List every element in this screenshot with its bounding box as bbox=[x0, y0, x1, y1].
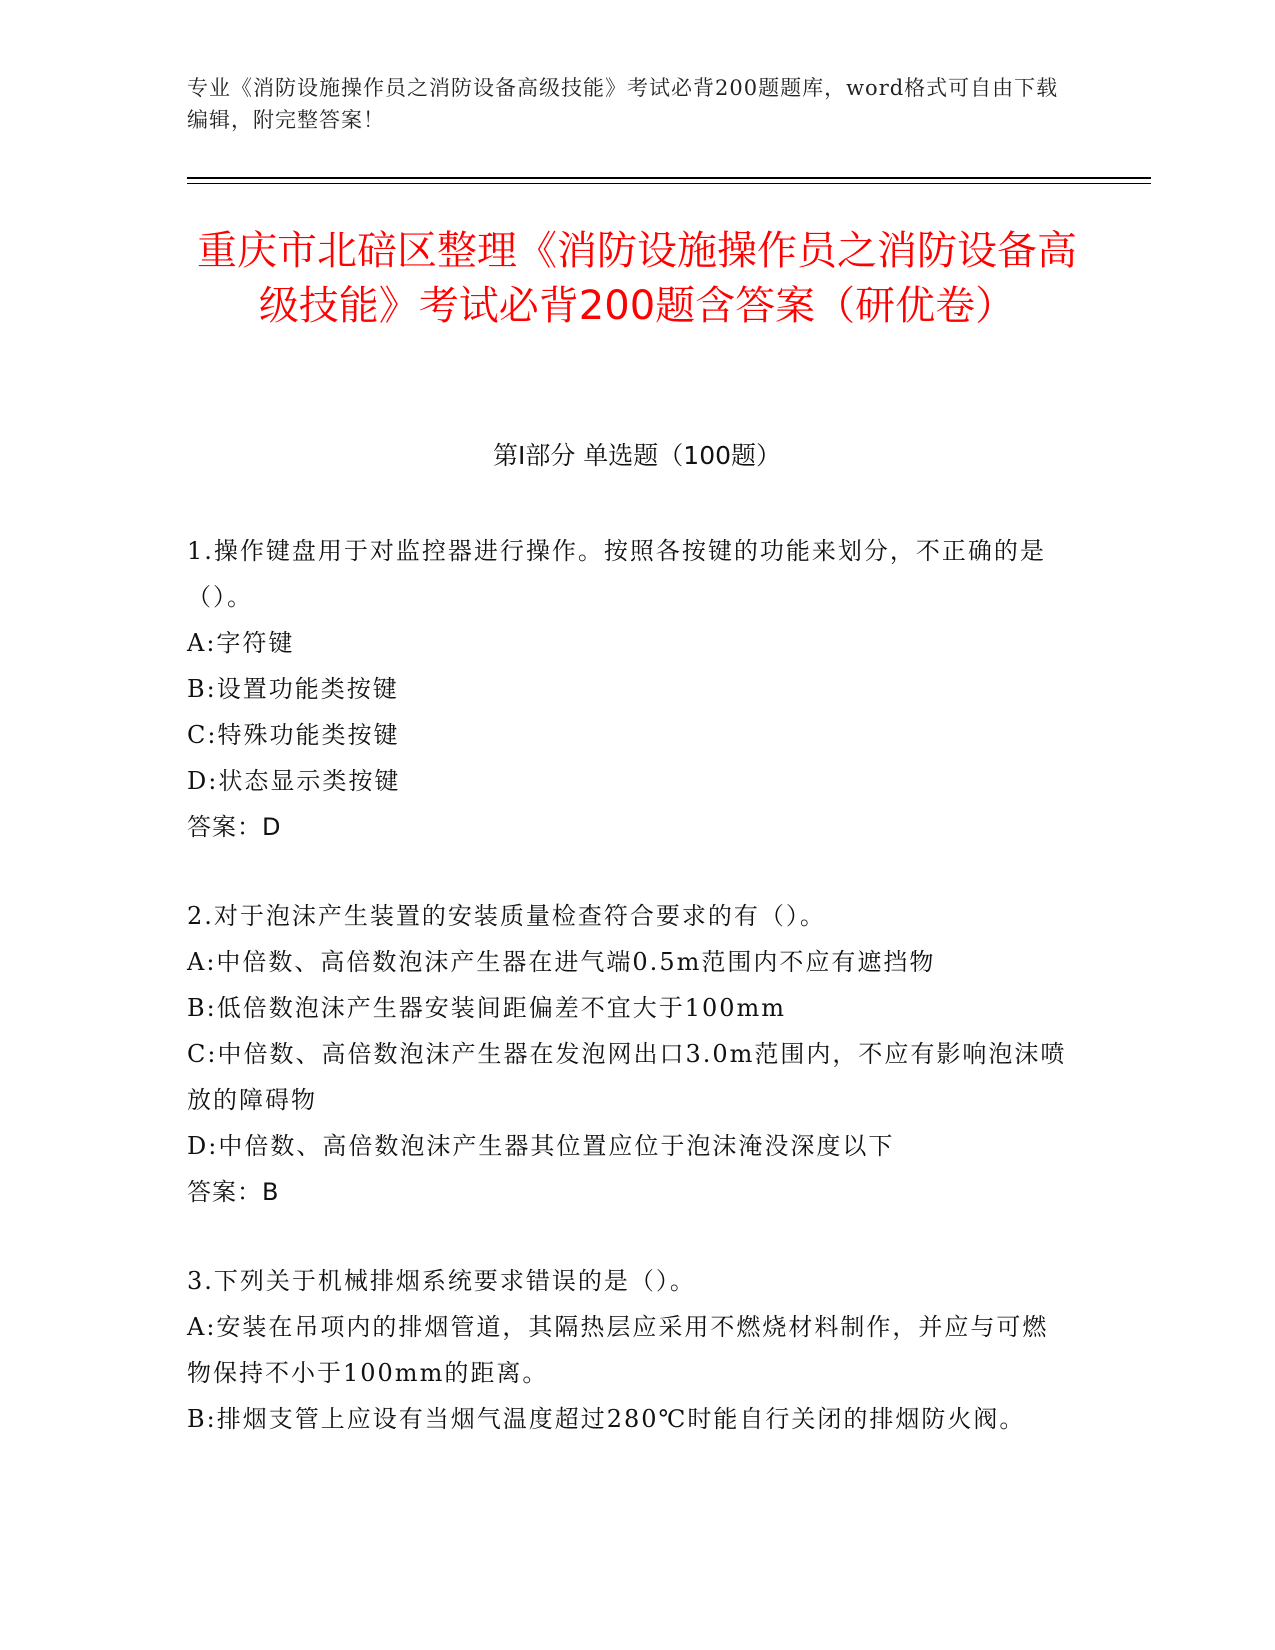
option-d: D:状态显示类按键 bbox=[187, 767, 401, 795]
option-a: A:中倍数、高倍数泡沫产生器在进气端0.5m范围内不应有遮挡物 bbox=[187, 948, 936, 976]
question-stem: 1.操作键盘用于对监控器进行操作。按照各按键的功能来划分，不正确的是（）。 bbox=[187, 537, 1046, 611]
option-a: A:安装在吊项内的排烟管道，其隔热层应采用不燃烧材料制作，并应与可燃物保持不小于100mm的距离。 bbox=[187, 1313, 1049, 1387]
option-c: C:中倍数、高倍数泡沫产生器在发泡网出口3.0m范围内，不应有影响泡沫喷放的障碍物 bbox=[187, 1040, 1067, 1114]
answer: 答案：B bbox=[187, 1178, 280, 1206]
option-a: A:字符键 bbox=[187, 629, 295, 657]
header-divider-thin bbox=[187, 183, 1151, 184]
answer: 答案：D bbox=[187, 813, 282, 841]
question-list bbox=[187, 528, 1067, 1485]
question-stem: 2.对于泡沫产生装置的安装质量检查符合要求的有（）。 bbox=[187, 902, 826, 930]
question-2 bbox=[187, 893, 1067, 1215]
question-stem: 3.下列关于机械排烟系统要求错误的是（）。 bbox=[187, 1267, 696, 1295]
option-b: B:设置功能类按键 bbox=[187, 675, 399, 703]
header-divider-thick bbox=[187, 177, 1151, 179]
document-title: 重庆市北碚区整理《消防设施操作员之消防设备高级技能》考试必背200题含答案（研优卷） bbox=[197, 228, 1077, 329]
option-b: B:排烟支管上应设有当烟气温度超过280℃时能自行关闭的排烟防火阀。 bbox=[187, 1405, 1026, 1433]
option-b: B:低倍数泡沫产生器安装间距偏差不宜大于100mm bbox=[187, 994, 787, 1022]
option-c: C:特殊功能类按键 bbox=[187, 721, 400, 749]
question-3 bbox=[187, 1258, 1067, 1442]
question-1 bbox=[187, 528, 1067, 850]
option-d: D:中倍数、高倍数泡沫产生器其位置应位于泡沫淹没深度以下 bbox=[187, 1132, 895, 1160]
header-note: 专业《消防设施操作员之消防设备高级技能》考试必背200题题库，word格式可自由下载编辑，附完整答案！ bbox=[187, 76, 1059, 132]
section-heading: 第Ⅰ部分 单选题（100题） bbox=[492, 441, 782, 470]
